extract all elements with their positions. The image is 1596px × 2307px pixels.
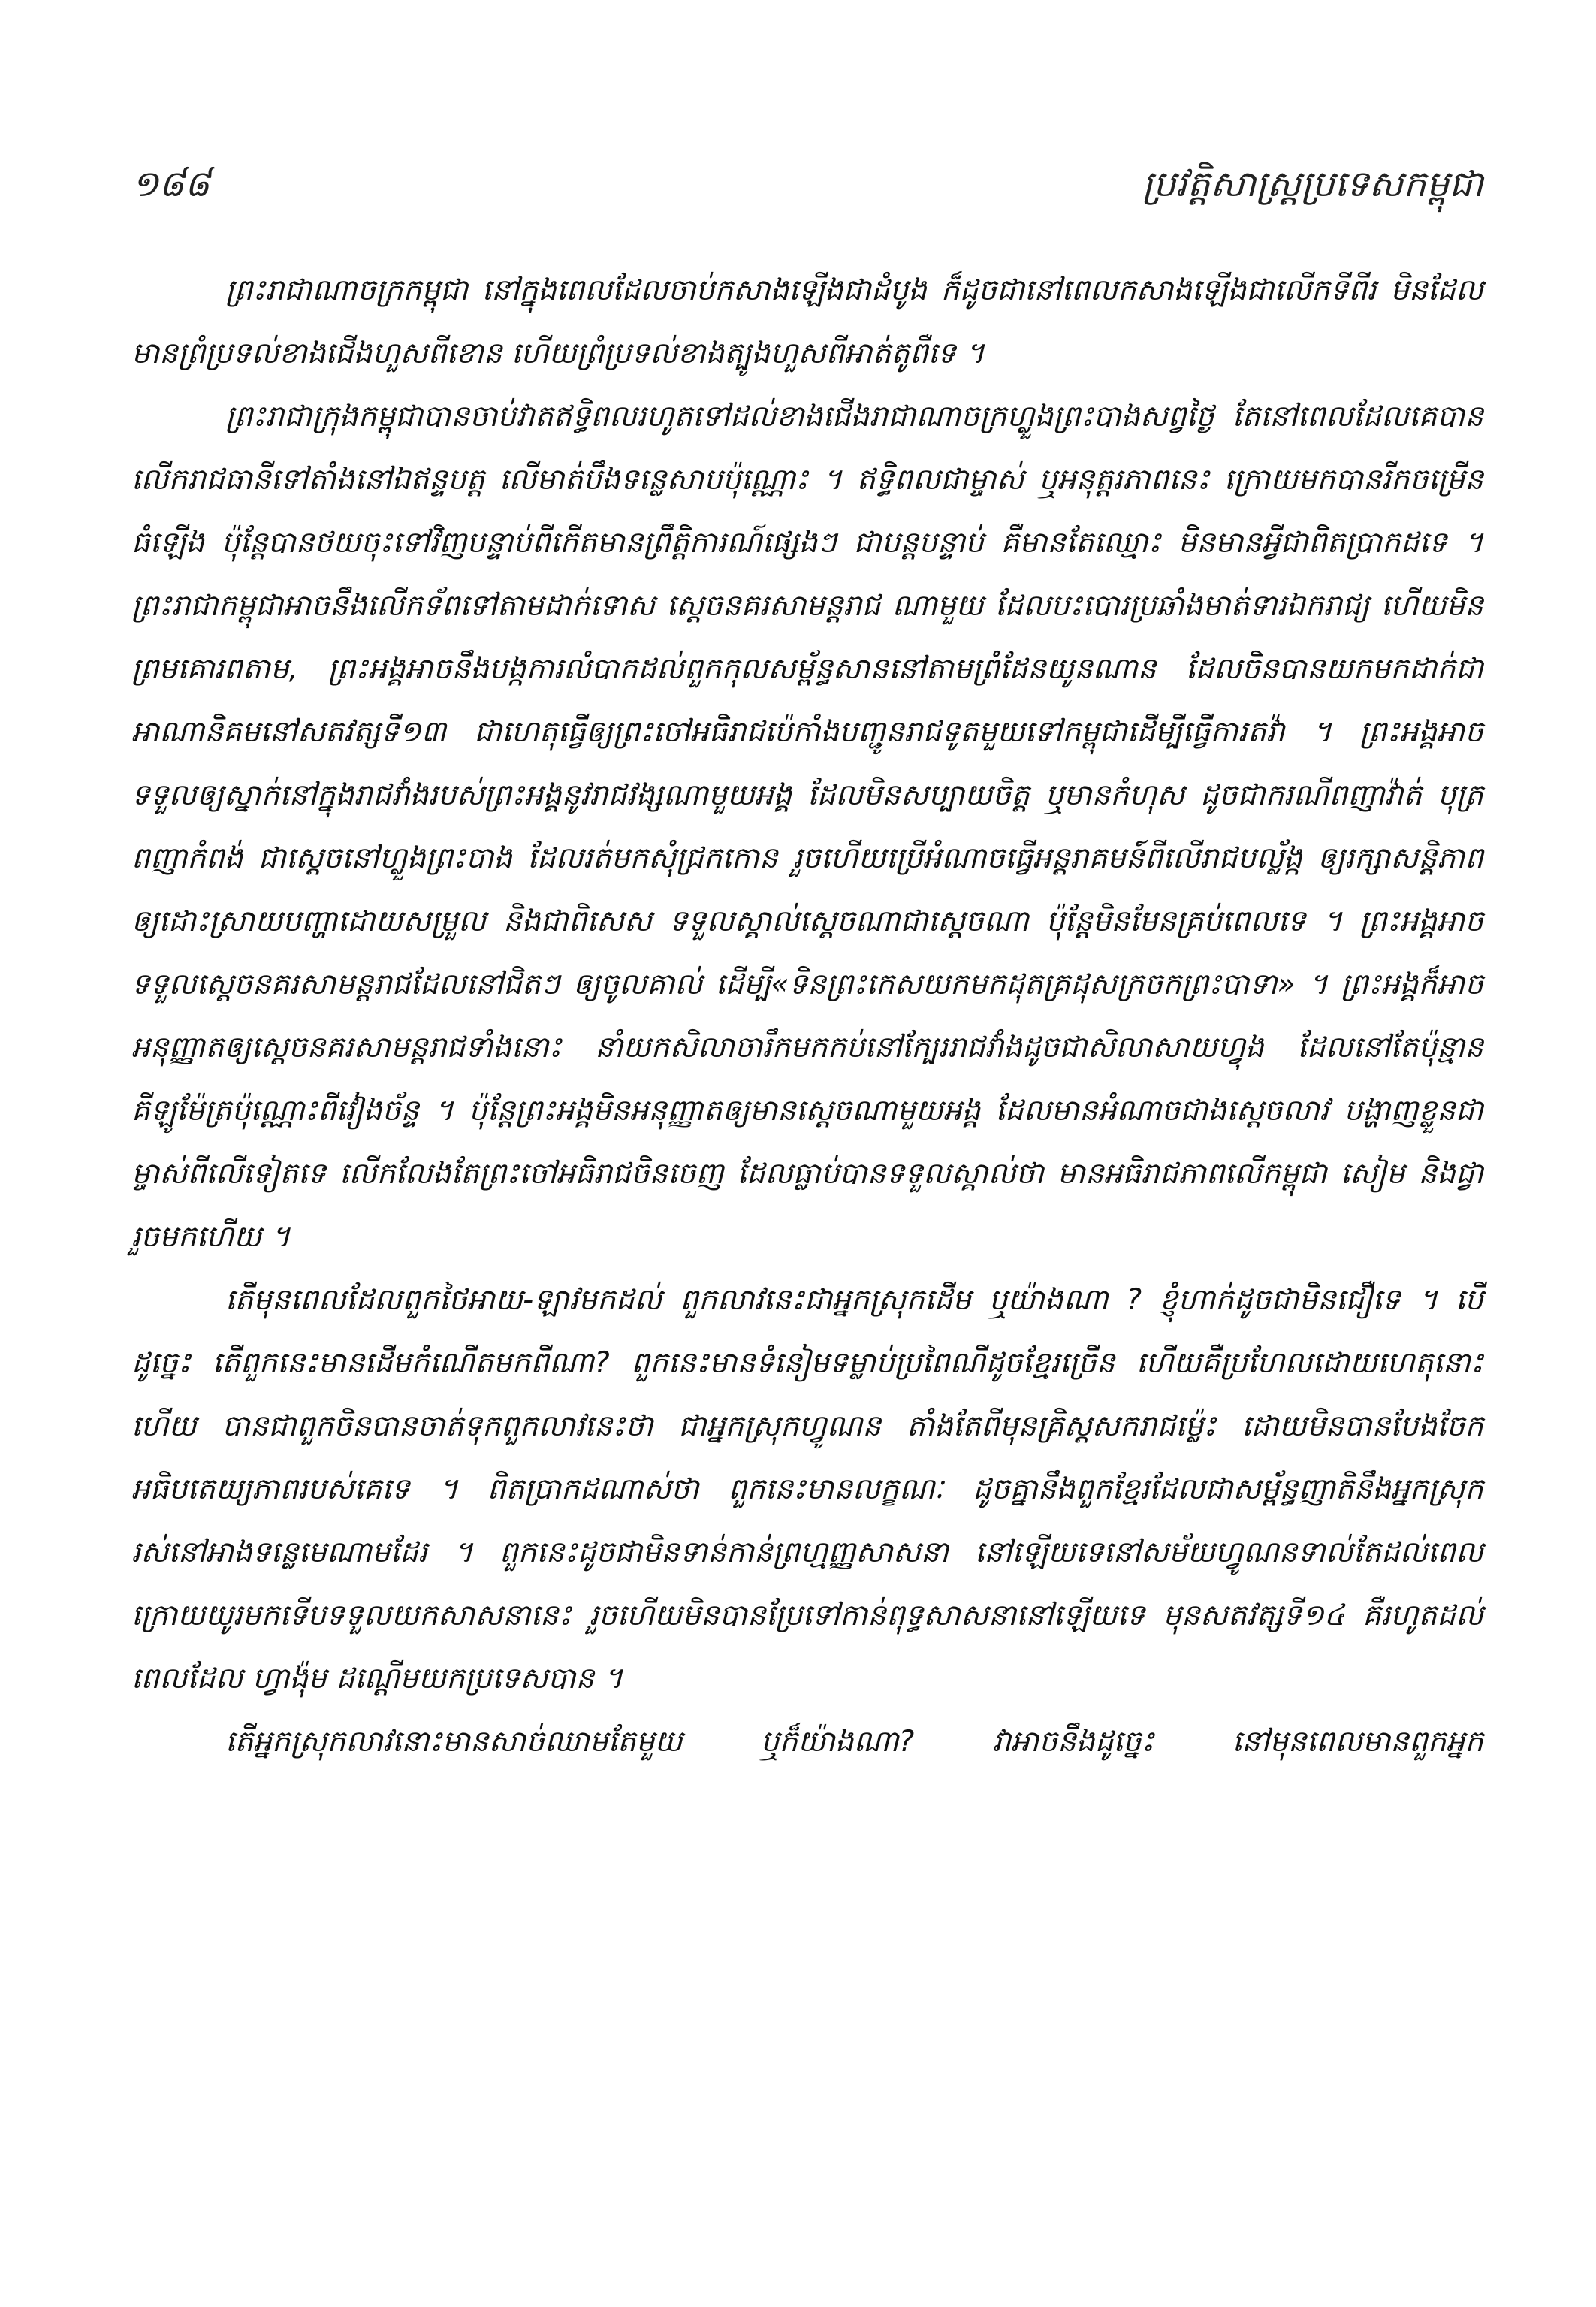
page-header xyxy=(131,162,1483,214)
paragraph: ព្រះរាជាក្រុងកម្ពុជាបានចាប់វាតឥទ្ធិពលរហូតទៅដល់ខាងជើងរាជាណាចក្រហ្លួងព្រះបាងសព្វថ្ងៃ តែនៅពេលដែលគេបានលើករាជធានីទៅតាំងនៅឯឥន្ទបត្ត លើមាត់បឹងទន្លេសាបប៉ុណ្ណោះ ។ ឥទ្ធិពលជាម្ចាស់ ឬអនុត្តរភាពនេះ ក្រោយមកបានរីកចម្រើនធំឡើង ប៉ុន្តែបានថយចុះទៅវិញបន្ទាប់ពីកើតមានព្រឹត្តិការណ៍ផ្សេងៗ ជាបន្តបន្ទាប់ គឺមានតែឈ្មោះ មិនមានអ្វីជាពិតប្រាកដទេ ។ ព្រះរាជាកម្ពុជាអាចនឹងលើកទ័ពទៅតាមដាក់ទោស ស្តេចនគរសាមន្តរាជ ណាមួយ ដែលបះបោរប្រឆាំងមាត់ទារឯករាជ្យ ហើយមិនព្រមគោរពតាម, ព្រះអង្គអាចនឹងបង្កការលំបាកដល់ពួកកុលសម្ព័ន្ធសាននៅតាមព្រំដែនយូនណាន ដែលចិនបានយកមកដាក់ជាអាណានិគមនៅសតវត្សទី១៣ ជាហេតុធ្វើឲ្យព្រះចៅអធិរាជប៉េកាំងបញ្ជូនរាជទូតមួយទៅកម្ពុជាដើម្បីធ្វើការតវ៉ា ។ ព្រះអង្គអាចទទួលឲ្យស្នាក់នៅក្នុងរាជវាំងរបស់ព្រះអង្គនូវរាជវង្សណាមួយអង្គ ដែលមិនសប្បាយចិត្ត ឬមានកំហុស ដូចជាករណីពញាវ៉ាត់ បុត្រពញាកំពង់ ជាស្តេចនៅហ្លួងព្រះបាង ដែលរត់មកសុំជ្រកកោន រួចហើយប្រើអំណាចធ្វើអន្តរាគមន៍ពីលើរាជបល្ល័ង្ក ឲ្យរក្សាសន្តិភាព ឲ្យដោះស្រាយបញ្ហាដោយសម្រួល និងជាពិសេស ទទួលស្គាល់ស្តេចណាជាស្តេចណា ប៉ុន្តែមិនមែនគ្រប់ពេលទេ ។ ព្រះអង្គអាចទទួលស្តេចនគរសាមន្តរាជដែលនៅជិតៗ ឲ្យចូលគាល់ ដើម្បី«ទិនព្រះកេសយកមកដុតគ្រដុសក្រចកព្រះបាទា» ។ ព្រះអង្គក៏អាចអនុញ្ញាតឲ្យស្តេចនគរសាមន្តរាជទាំងនោះ នាំយកសិលាចារឹកមកកប់នៅក្បែររាជវាំងដូចជាសិលាសាយហ្វុង ដែលនៅតែប៉ុន្មានគីឡូម៉ែត្រប៉ុណ្ណោះពីវៀងច័ន្ទ ។ ប៉ុន្តែព្រះអង្គមិនអនុញ្ញាតឲ្យមានស្តេចណាមួយអង្គ ដែលមានអំណាចជាងស្តេចលាវ បង្ហាញខ្លួនជាម្ចាស់ពីលើទៀតទេ លើកលែងតែព្រះចៅអធិរាជចិនចេញ ដែលធ្លាប់បានទទួលស្គាល់ថា មានអធិរាជភាពលើកម្ពុជា សៀម និងជ្វា រួចមកហើយ ។ xyxy=(131,400,1483,1254)
running-title: ប្រវត្តិសាស្ត្រប្រទេសកម្ពុជា xyxy=(1142,163,1483,205)
paragraph: តើអ្នកស្រុកលាវនោះមានសាច់ឈាមតែមួយ ឬក៏យ៉ាងណា? វាអាចនឹងដូច្នេះ នៅមុនពេលមានពួកអ្នក xyxy=(225,1725,1483,1759)
body-text xyxy=(131,259,1483,1774)
paragraph: តើមុនពេលដែលពួកថៃអាយ-ឡាវមកដល់ ពួកលាវនេះជាអ្នកស្រុកដើម ឬយ៉ាងណា ? ខ្ញុំហាក់ដូចជាមិនជឿទេ ។ បើដូច្នេះ តើពួកនេះមានដើមកំណើតមកពីណា? ពួកនេះមានទំនៀមទម្លាប់ប្រពៃណីដូចខ្មែរច្រើន ហើយគឺប្រហែលដោយហេតុនោះហើយ បានជាពួកចិនបានចាត់ទុកពួកលាវនេះថា ជាអ្នកស្រុកហ្វូណន តាំងតែពីមុនគ្រិស្តសករាជម៉្លេះ ដោយមិនបានបែងចែកអធិបតេយ្យភាពរបស់គេទេ ។ ពិតប្រាកដណាស់ថា ពួកនេះមានលក្ខណៈ ដូចគ្នានឹងពួកខ្មែរដែលជាសម្ព័ន្ធញាតិនឹងអ្នកស្រុករស់នៅអាងទន្លេមេណាមដែរ ។ ពួកនេះដូចជាមិនទាន់កាន់ព្រហ្មញ្ញសាសនា នៅឡើយទេនៅសម័យហ្វូណនទាល់តែដល់ពេលក្រោយយូរមកទើបទទួលយកសាសនានេះ រួចហើយមិនបានប្រែទៅកាន់ពុទ្ធសាសនានៅឡើយទេ មុនសតវត្សទី១៤ គឺរហូតដល់ពេលដែល ហ្វាង៉ុម ដណ្តើមយកប្រទេសបាន ។ xyxy=(131,1283,1483,1696)
page-number: ១៨៨ xyxy=(131,163,210,205)
paragraph: ព្រះរាជាណាចក្រកម្ពុជា នៅក្នុងពេលដែលចាប់កសាងឡើងជាដំបូង ក៏ដូចជានៅពេលកសាងឡើងជាលើកទីពីរ មិនដែលមានព្រំប្រទល់ខាងជើងហួសពីខោន ហើយព្រំប្រទល់ខាងត្បូងហួសពីអាត់តូពឺទេ ។ xyxy=(131,273,1483,370)
